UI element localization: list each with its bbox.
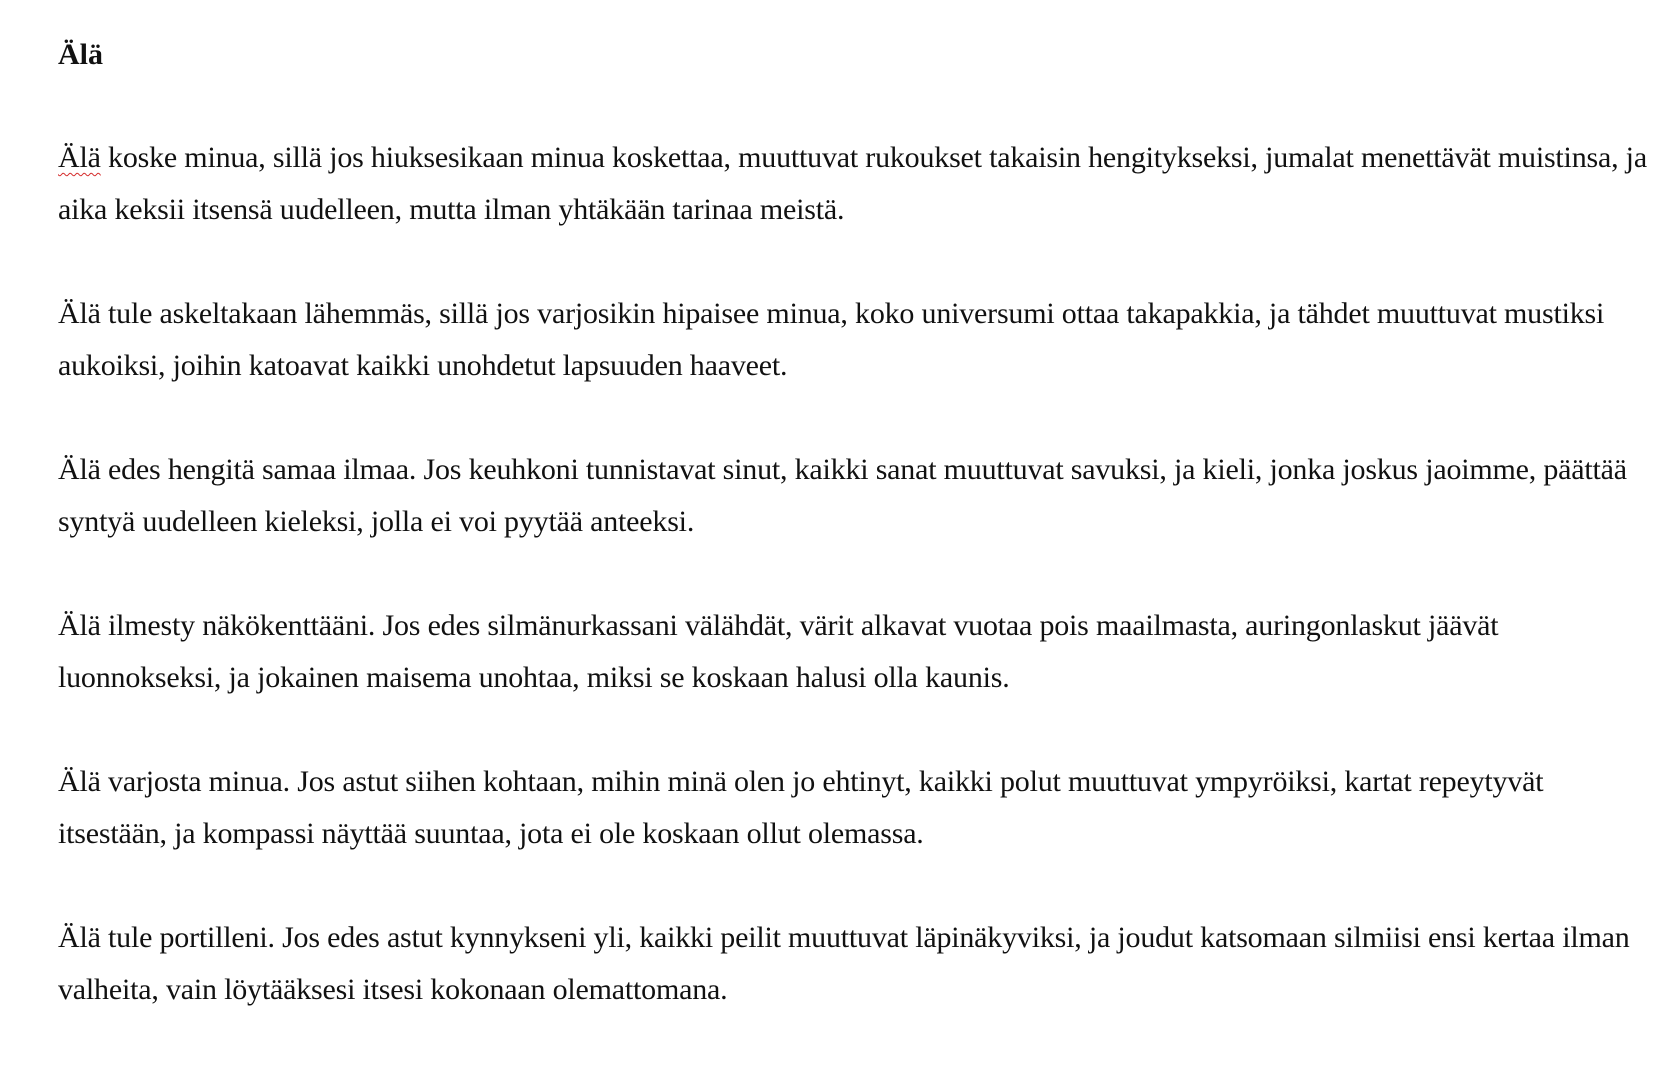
- paragraph-text: tule askeltakaan lähemmäs, sillä jos varjosikin hipaisee minua, koko universumi ottaa takapakkia, ja tähdet muuttuvat mustiksi aukoiksi, joihin katoavat kaikki unohdetut lapsuuden haaveet.: [58, 297, 1605, 382]
- paragraph-text: varjosta minua. Jos astut siihen kohtaan, mihin minä olen jo ehtinyt, kaikki polut muuttuvat ympyröiksi, kartat repeytyvät itsestään, ja kompassi näyttää suuntaa, jota ei ole koskaan ollut olemassa.: [58, 765, 1544, 850]
- paragraph-2: [58, 288, 1648, 392]
- paragraph-1: [58, 132, 1648, 236]
- paragraph-4: [58, 600, 1648, 704]
- document-title: Älä: [58, 38, 103, 71]
- paragraph-text: koske minua, sillä jos hiuksesikaan minua koskettaa, muuttuvat rukoukset takaisin hengitykseksi, jumalat menettävät muistinsa, ja aika keksii itsensä uudelleen, mutta ilman yhtäkään tarinaa meistä.: [58, 141, 1647, 226]
- paragraph-first-word: Älä: [58, 765, 101, 798]
- paragraph-text: ilmesty näkökenttääni. Jos edes silmänurkassani välähdät, värit alkavat vuotaa pois maailmasta, auringonlaskut jäävät luonnokseksi, ja jokainen maisema unohtaa, miksi se koskaan halusi olla kaunis.: [58, 609, 1499, 694]
- paragraph-first-word: Älä: [58, 453, 101, 486]
- paragraph-6: [58, 912, 1648, 1016]
- paragraph-first-word: Älä: [58, 297, 101, 330]
- paragraph-text: edes hengitä samaa ilmaa. Jos keuhkoni tunnistavat sinut, kaikki sanat muuttuvat savuksi, ja kieli, jonka joskus jaoimme, päättää syntyä uudelleen kieleksi, jolla ei voi pyytää anteeksi.: [58, 453, 1627, 538]
- paragraph-first-word: Älä: [58, 921, 101, 954]
- spellcheck-flagged-word[interactable]: Älä: [58, 141, 101, 174]
- paragraph-first-word: Älä: [58, 609, 101, 642]
- paragraph-5: [58, 756, 1648, 860]
- document-body: [58, 30, 1648, 1016]
- paragraph-text: tule portilleni. Jos edes astut kynnykseni yli, kaikki peilit muuttuvat läpinäkyviksi, ja joudut katsomaan silmiisi ensi kertaa ilman valheita, vain löytääksesi itsesi kokonaan olemattomana.: [58, 921, 1630, 1006]
- paragraph-3: [58, 444, 1648, 548]
